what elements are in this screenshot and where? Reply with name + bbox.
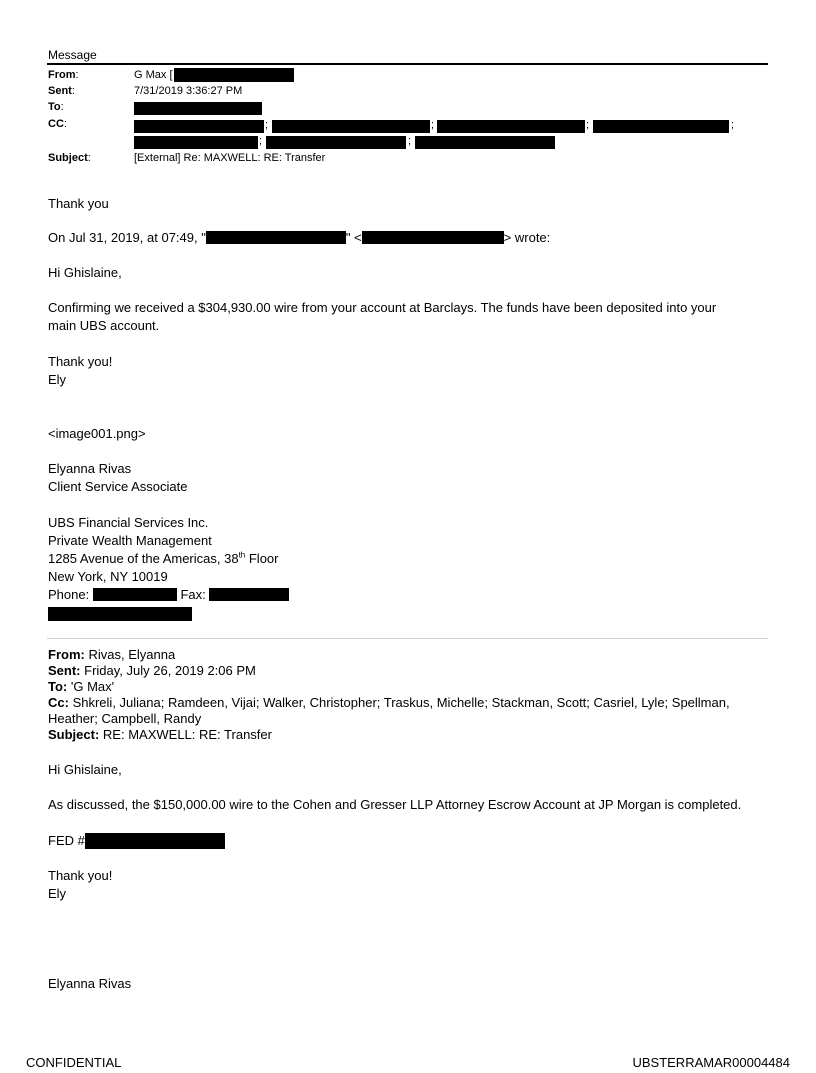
fwd-greeting: Hi Ghislaine, — [48, 762, 122, 777]
cc-separator: ; — [265, 119, 269, 131]
from-label: From: — [48, 69, 79, 81]
redaction-cc-4 — [593, 120, 729, 133]
fwd-subject: Subject: RE: MAXWELL: RE: Transfer — [48, 727, 272, 742]
redaction-signature-email — [48, 607, 192, 621]
header-rule — [47, 63, 768, 65]
fwd-sent: Sent: Friday, July 26, 2019 2:06 PM — [48, 663, 256, 678]
cc-separator: ; — [731, 119, 735, 131]
footer-confidential: CONFIDENTIAL — [26, 1055, 122, 1070]
redaction-cc-3 — [437, 120, 585, 133]
message-title: Message — [48, 48, 97, 62]
redaction-cc-7 — [415, 136, 555, 149]
redaction-from-email — [174, 68, 294, 82]
reply-thank-you: Thank you — [48, 196, 109, 211]
redaction-cc-5 — [134, 136, 258, 149]
fwd-cc-line-1: Cc: Shkreli, Juliana; Ramdeen, Vijai; Walker, Christopher; Traskus, Michelle; Stackman, Scott; Casriel, Lyle; Spellman, — [48, 695, 730, 710]
signature-phone-fax: Phone: Fax: — [48, 586, 289, 604]
redaction-cc-1 — [134, 120, 264, 133]
forward-separator — [47, 638, 768, 639]
image-reference: <image001.png> — [48, 426, 146, 441]
cc-separator: ; — [431, 119, 435, 131]
signature-city: New York, NY 10019 — [48, 569, 168, 584]
redaction-sender-name — [206, 231, 346, 244]
cc-separator: ; — [586, 119, 590, 131]
reply-para-line-2: main UBS account. — [48, 318, 160, 333]
signature-name: Elyanna Rivas — [48, 461, 132, 476]
from-value: G Max [ — [134, 69, 173, 81]
redaction-phone — [93, 588, 177, 601]
fwd-from: From: Rivas, Elyanna — [48, 647, 176, 662]
redaction-to — [134, 102, 262, 115]
cc-separator: ; — [408, 135, 412, 147]
subject-value: [External] Re: MAXWELL: RE: Transfer — [134, 152, 326, 164]
redaction-fax — [209, 588, 289, 601]
redaction-sender-email — [362, 231, 504, 244]
reply-para-line-1: Confirming we received a $304,930.00 wire from your account at Barclays. The funds have been deposited into your — [48, 300, 717, 315]
sent-label: Sent: — [48, 85, 75, 97]
fwd-signature-name: Elyanna Rivas — [48, 976, 132, 991]
cc-label: CC: — [48, 118, 67, 130]
reply-thanks: Thank you! — [48, 354, 113, 369]
signature-division: Private Wealth Management — [48, 533, 212, 548]
fwd-to: To: 'G Max' — [48, 679, 115, 694]
redaction-cc-2 — [272, 120, 430, 133]
redaction-fed-number — [85, 833, 225, 849]
sent-value: 7/31/2019 3:36:27 PM — [134, 85, 243, 97]
signature-address: 1285 Avenue of the Americas, 38th Floor — [48, 550, 279, 566]
fwd-cc-line-2: Heather; Campbell, Randy — [48, 711, 202, 726]
fwd-signoff: Ely — [48, 886, 67, 901]
subject-label: Subject: — [48, 152, 91, 164]
fwd-fed-number: FED # — [48, 832, 225, 850]
reply-signoff: Ely — [48, 372, 67, 387]
wrote-line: On Jul 31, 2019, at 07:49, " " < > wrote: — [48, 230, 551, 245]
signature-company: UBS Financial Services Inc. — [48, 515, 209, 530]
redaction-cc-6 — [266, 136, 406, 149]
footer-bates-number: UBSTERRAMAR00004484 — [632, 1055, 790, 1070]
reply-greeting: Hi Ghislaine, — [48, 265, 122, 280]
fwd-para: As discussed, the $150,000.00 wire to the Cohen and Gresser LLP Attorney Escrow Account at JP Morgan is completed. — [48, 797, 742, 812]
signature-title: Client Service Associate — [48, 479, 188, 494]
fwd-thanks: Thank you! — [48, 868, 113, 883]
cc-separator: ; — [259, 135, 263, 147]
to-label: To: — [48, 101, 64, 113]
